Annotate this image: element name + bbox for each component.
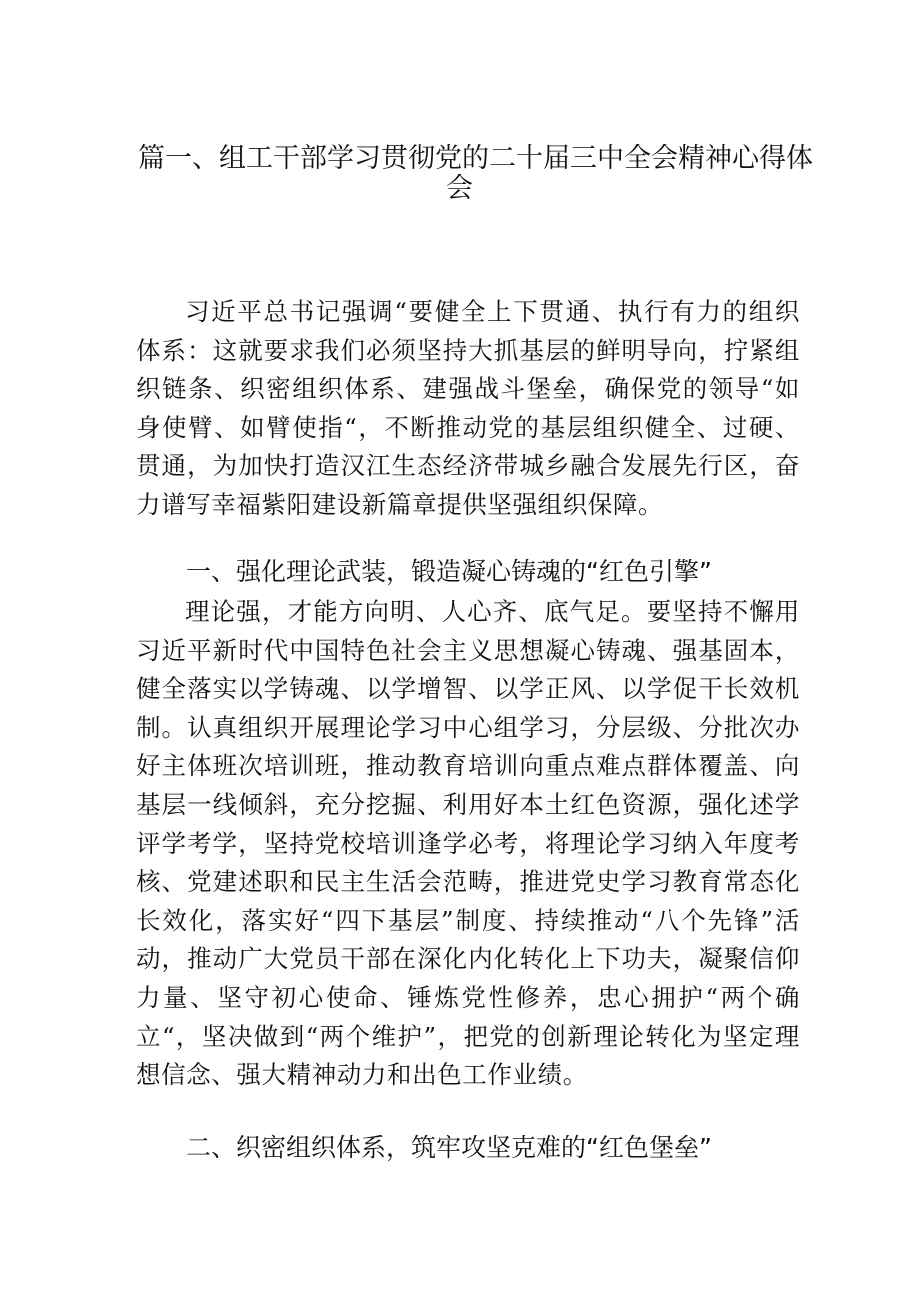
intro-paragraph: 习近平总书记强调“要健全上下贯通、执行有力的组织体系：这就要求我们必须坚持大抓基层的鲜明导向，拧紧组织链条、织密组织体系、建强战斗堡垒，确保党的领导“如身使臂、如臂使指“，不断推动党的基层组织健全、过硬、贯通，为加快打造汉江生态经济带城乡融合发展先行区，奋力谱写幸福紫阳建设新篇章提供坚强组织保障。 [136,297,800,519]
document-title-continuation: 会 [446,173,473,204]
document-title: 篇一、组工干部学习贯彻党的二十届三中全会精神心得体 [138,143,813,174]
section-2-heading: 二、织密组织体系，筑牢攻坚克难的“红色堡垒” [186,1133,712,1162]
section-1-heading: 一、强化理论武装，锻造凝心铸魂的“红色引擎” [186,557,712,586]
section-1-paragraph: 理论强，才能方向明、人心齐、底气足。要坚持不懈用习近平新时代中国特色社会主义思想凝心铸魂、强基固本，健全落实以学铸魂、以学增智、以学正风、以学促干长效机制。认真组织开展理论学习中心组学习，分层级、分批次办好主体班次培训班，推动教育培训向重点难点群体覆盖、向基层一线倾斜，充分挖掘、利用好本土红色资源，强化述学评学考学，坚持党校培训逢学必考，将理论学习纳入年度考核、党建述职和民主生活会范畴，推进党史学习教育常态化长效化，落实好“四下基层”制度、持续推动“八个先锋”活动，推动广大党员干部在深化内化转化上下功夫，凝聚信仰力量、坚守初心使命、锤炼党性修养，忠心拥护“两个确立“，坚决做到“两个维护”，把党的创新理论转化为坚定理想信念、强大精神动力和出色工作业绩。 [136,597,800,1090]
